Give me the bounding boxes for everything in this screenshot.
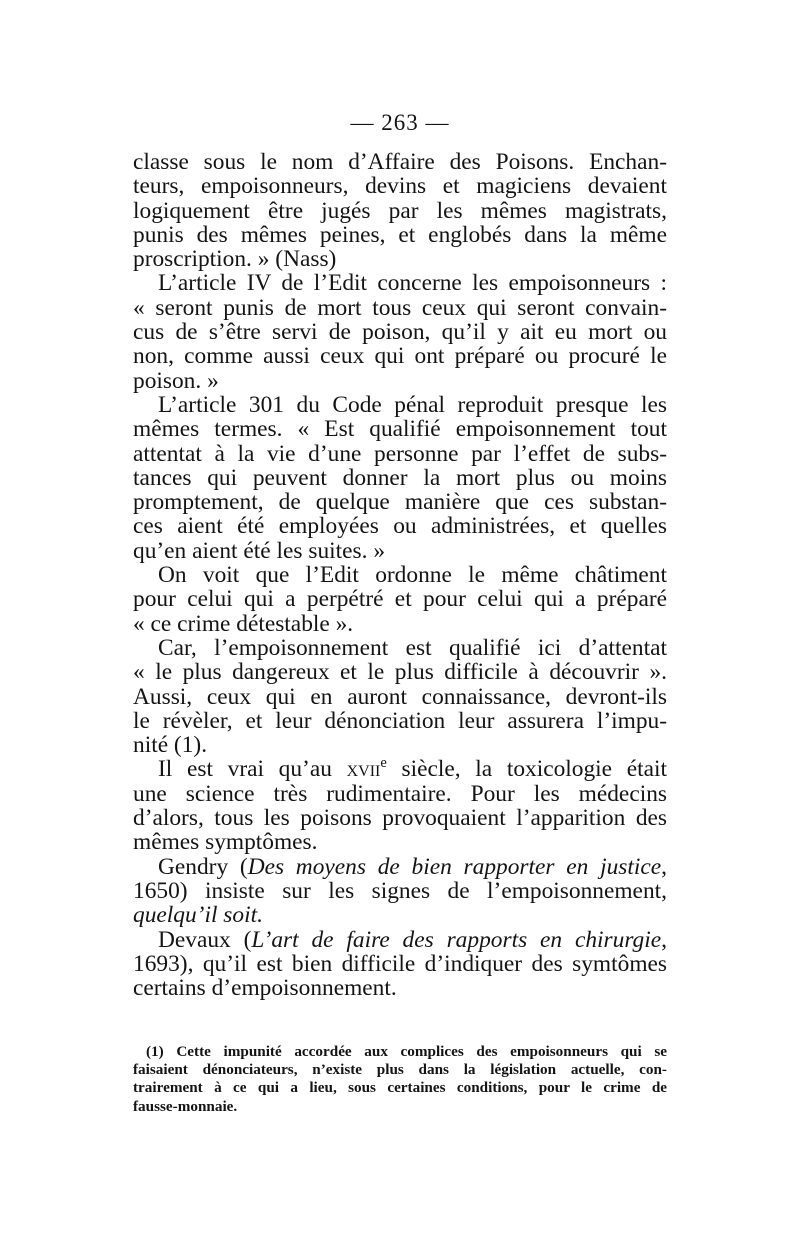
line-text: promptement, de quelque manière que ces substan-: [133, 489, 667, 516]
line-text: punis des mêmes peines, et englobés dans la même: [133, 221, 667, 248]
body-line: [133, 976, 667, 1000]
line-text: faisaient dénonciateurs, n’existe plus dans la législation actuelle, con-: [133, 1061, 667, 1079]
body-line: [133, 685, 667, 709]
line-text: cus de s’être servi de poison, qu’il y ait eu mort ou: [133, 319, 667, 346]
century-numeral: xvii: [346, 756, 381, 783]
body-text: [133, 150, 667, 1000]
footnote-line: [133, 1079, 667, 1097]
line-text: Aussi, ceux qui en auront connaissance, devront-ils: [133, 683, 667, 710]
body-line: [133, 223, 667, 247]
line-text: attentat à la vie d’une personne par l’effet de subs-: [133, 440, 667, 467]
line-text: certains d’empoisonnement.: [133, 975, 397, 1002]
body-line: [133, 369, 667, 393]
line-text: d’alors, tous les poisons provoquaient l’apparition des: [133, 805, 667, 832]
line-text: fausse-monnaie.: [133, 1097, 238, 1115]
line-text: une science très rudimentaire. Pour les médecins: [133, 780, 667, 807]
body-line: [133, 587, 667, 611]
line-text: 1693), qu’il est bien difficile d’indiquer des symtômes: [133, 950, 667, 977]
body-line: [133, 563, 667, 587]
line-text: nité (1).: [133, 732, 208, 759]
line-text: poison. »: [133, 367, 219, 394]
body-line: [133, 271, 667, 295]
body-line: [133, 417, 667, 441]
line-text: qu’en aient été les suites. »: [133, 537, 386, 564]
body-line: [133, 174, 667, 198]
body-line: [133, 296, 667, 320]
italic-title: quelqu’il soit.: [133, 902, 263, 929]
footnote-line: [133, 1098, 667, 1116]
body-line: [133, 442, 667, 466]
line-text: « ce crime détestable ».: [133, 610, 354, 637]
body-line: [133, 539, 667, 563]
line-text: proscription. » (Nass): [133, 246, 337, 273]
body-line: [133, 466, 667, 490]
line-text: mêmes symptômes.: [133, 829, 318, 856]
line-text: On voit que l’Edit ordonne le même châtiment: [158, 562, 667, 589]
line-text: logiquement être jugés par les mêmes magistrats,: [133, 197, 667, 224]
italic-title: L’art de faire des rapports en chirurgie: [251, 926, 662, 953]
line-text: non, comme aussi ceux qui ont préparé ou procuré le: [133, 343, 667, 370]
line-text: pour celui qui a perpétré et pour celui qui a préparé: [133, 586, 667, 613]
body-line: [133, 490, 667, 514]
line-text-after: siècle, la toxicologie était: [386, 756, 667, 783]
body-line: [133, 952, 667, 976]
line-text: « seront punis de mort tous ceux qui seront convain-: [133, 294, 667, 321]
line-text: Car, l’empoisonnement est qualifié ici d’attentat: [158, 634, 667, 661]
line-text: 1650) insiste sur les signes de l’empoisonnement,: [133, 877, 667, 904]
body-line: [133, 903, 667, 927]
footnote-line: [133, 1043, 667, 1061]
line-text: trairement à ce qui a lieu, sous certaines conditions, pour le crime de: [133, 1079, 667, 1097]
body-line: [133, 612, 667, 636]
body-line: [133, 247, 667, 271]
body-line: [133, 879, 667, 903]
body-line: [133, 150, 667, 174]
line-text: L’article IV de l’Edit concerne les empoisonneurs :: [158, 270, 667, 297]
line-text: L’article 301 du Code pénal reproduit presque les: [158, 391, 667, 418]
footnote-line: [133, 1061, 667, 1079]
body-line: [133, 514, 667, 538]
line-text: tances qui peuvent donner la mort plus ou moins: [133, 464, 667, 491]
italic-title: Des moyens de bien rapporter en justice: [247, 853, 662, 880]
body-line: [133, 830, 667, 854]
body-line: [133, 344, 667, 368]
superscript: e: [380, 755, 387, 772]
line-text: ces aient été employées ou administrées, et quelles: [133, 513, 667, 540]
body-line: [133, 782, 667, 806]
body-line: [133, 320, 667, 344]
body-line: [133, 636, 667, 660]
page-number: — 263 —: [350, 110, 450, 135]
line-text: Gendry (: [158, 853, 248, 880]
body-line: [133, 709, 667, 733]
line-text: Il est vrai qu’au: [158, 756, 347, 783]
body-line: [133, 660, 667, 684]
footnote: [133, 1043, 667, 1116]
body-line: [133, 855, 667, 879]
line-text: mêmes termes. « Est qualifié empoisonnement tout: [133, 416, 667, 443]
line-text-after: ,: [661, 853, 667, 880]
line-text-after: ,: [661, 926, 667, 953]
body-line: [133, 393, 667, 417]
body-line: [133, 733, 667, 757]
line-text: Devaux (: [158, 926, 252, 953]
body-line: [133, 928, 667, 952]
line-text: (1) Cette impunité accordée aux complices des empoisonneurs qui se: [146, 1043, 667, 1060]
line-text: teurs, empoisonneurs, devins et magiciens devaient: [133, 173, 667, 200]
line-text: « le plus dangereux et le plus difficile à découvrir ».: [133, 659, 667, 686]
body-line: [133, 806, 667, 830]
body-line: [133, 199, 667, 223]
body-line: [133, 757, 667, 781]
line-text: le révèler, et leur dénonciation leur assurera l’impu-: [133, 707, 667, 734]
line-text: classe sous le nom d’Affaire des Poisons. Enchan-: [133, 149, 667, 175]
